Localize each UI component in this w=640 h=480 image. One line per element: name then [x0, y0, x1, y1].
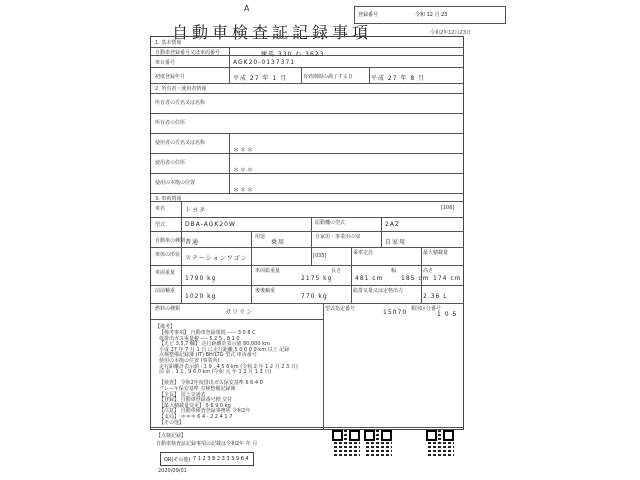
fuel-value: ガソリン: [225, 309, 254, 316]
front-axle-label: 前前軸重: [155, 288, 176, 294]
first-reg-label: 初度登録年月: [155, 74, 186, 80]
category-label: 類別区分番号: [411, 306, 442, 312]
engine-label: 原動機の型式: [315, 220, 346, 226]
fuel-label: 燃料の種類: [155, 306, 181, 312]
rule: [351, 247, 352, 303]
maker-code: [106]: [441, 205, 455, 211]
remarks-line: ブレーキ保安基準 点検整備記録簿: [159, 386, 236, 392]
remarks-title: 【備考】: [155, 324, 176, 330]
remarks-line: 【支局】 ＊＊＊ 6 4 - 2 2 4 1 7: [159, 414, 233, 420]
qr-code-icon: [426, 430, 454, 458]
remarks-line: 【その他】: [159, 419, 185, 426]
issued-date: 令和2年12月23日: [430, 30, 471, 36]
qr-code-icon: [332, 430, 360, 458]
width-value: 185 cm: [401, 275, 430, 282]
rule: [229, 67, 230, 83]
remarks-line: 走行距離計表示値 : 1 9 , 4 5 6 km (令和 2 年 1 2 月 2 3 日): [159, 363, 298, 370]
first-reg-value: 平成 27 年 1 月: [233, 75, 288, 82]
weight-label: 車両重量: [155, 270, 176, 276]
use-label: 用途: [255, 234, 266, 240]
gross-label: 車両総重量: [255, 268, 281, 274]
footer-date: 2020/09/01: [158, 468, 187, 474]
header-box-label: 登録番号: [358, 12, 379, 18]
rule: [151, 201, 463, 202]
rule: [151, 319, 323, 320]
use-value: 乗用: [271, 239, 286, 246]
body-code: [035]: [313, 253, 327, 259]
remarks-line: 【注意】 自動車検査登録事務所 令和2年: [159, 408, 251, 415]
type-label: 型式指定番号: [325, 306, 356, 312]
owner-addr-label: 所有者の住所: [155, 120, 186, 126]
user-addr-value: ＊＊＊: [233, 167, 255, 174]
rule: [151, 133, 463, 134]
qr-code-icon: [364, 430, 392, 458]
inspect-title: 【点検記録】: [156, 433, 187, 439]
chassis-label: 車台番号: [155, 60, 176, 66]
load-label: 最大積載量: [423, 250, 449, 256]
remarks-line: 前 前 : 1 1 , 9 6 0 km (令和 元 年 1 2 月 1 3 日): [159, 369, 272, 376]
rule: [151, 265, 463, 266]
rule: [151, 231, 463, 232]
rule: [151, 83, 463, 84]
remarks-line: 【検査】 令和2年度排出ガス保安基準 6 6 4 0: [159, 380, 263, 387]
purpose-value: 自家用: [385, 239, 407, 246]
width-label: 幅: [391, 268, 397, 274]
model-value: DBA-AGK20W: [185, 221, 236, 228]
front-axle-value: 1020 kg: [185, 293, 217, 300]
expiry-label: 有効期間の満了する日: [303, 74, 354, 80]
rule: [151, 113, 463, 114]
reg-no-value: 練馬 330 わ 3623: [261, 51, 325, 58]
base-label: 使用の本拠の位置: [155, 180, 196, 186]
rule: [151, 217, 463, 218]
rule: [369, 67, 370, 83]
header-box-value: 令和 12 月 23: [415, 12, 448, 18]
remarks-line: 点検整備記録簿 (IT) BH/LTG 型式 車両番号: [159, 352, 257, 359]
type-value: 15070: [383, 309, 408, 316]
rule: [151, 247, 463, 248]
rule: [301, 67, 302, 83]
user-name-value: ＊＊＊: [233, 147, 255, 154]
length-label: 長さ: [331, 268, 342, 274]
rule: [251, 231, 252, 303]
rule: [181, 201, 182, 303]
rule: [381, 217, 382, 247]
base-value: ＊＊＊: [233, 187, 255, 194]
owner-name-label: 所有者の氏名又は名称: [155, 100, 206, 106]
model-label: 型式: [155, 222, 166, 228]
rear-axle-value: 770 kg: [301, 293, 328, 300]
corner-mark: A: [244, 4, 250, 13]
remarks-line: 【全長】 国土交通省: [159, 391, 206, 398]
length-value: 481 cm: [355, 275, 384, 282]
rule: [151, 303, 463, 304]
displacement-label: 総排気量又は定格出力: [353, 288, 404, 294]
height-label: 高さ: [423, 268, 434, 274]
rule: [151, 285, 463, 286]
rule: [323, 303, 324, 429]
rule: [151, 153, 463, 154]
category-value: 1 0 5: [437, 311, 458, 318]
weight-value: 1790 kg: [185, 275, 217, 282]
rule: [229, 47, 230, 67]
section-car: 3. 車両情報: [155, 196, 182, 202]
height-value: 174 cm: [433, 275, 462, 282]
remarks-line: 平成 27 年 7 月 1 日 に走行距離 5 0 0 0 0 km 以上 記録: [159, 346, 290, 353]
footer-box: [160, 452, 254, 466]
header-box: [354, 6, 506, 24]
purpose-label: 自家用・事業用の別: [315, 234, 361, 240]
rule: [151, 427, 463, 428]
footer-value: 7 1 2 3 8 2 3 3 3 9 6 4: [193, 456, 249, 462]
rule: [151, 67, 463, 68]
maker-label: 車名: [155, 206, 166, 212]
remarks-line: 【最大積載量変更】 5 6 9 0 kg: [159, 402, 231, 409]
document-title: 自動車検査証記録事項: [172, 23, 373, 42]
section-basic: 1. 基本情報: [155, 40, 182, 46]
user-name-label: 使用者の氏名又は名称: [155, 140, 206, 146]
section-owner: 2. 所有者・使用者情報: [155, 86, 207, 92]
engine-value: 2AZ: [385, 221, 401, 228]
maker-value: トヨタ: [185, 207, 207, 214]
gross-value: 2175 kg: [301, 275, 333, 282]
rule: [151, 93, 463, 94]
rule: [151, 173, 463, 174]
rule: [151, 47, 463, 48]
rule: [311, 217, 312, 265]
rule: [151, 193, 463, 194]
remarks-line: 低排出ガス重量税 ---- 5 2 5 , 8 1 0: [159, 335, 240, 342]
inspect-line: 自動車検査証記録事項の記載は令和2年 年 月: [156, 441, 258, 447]
capacity-label: 乗車定員: [353, 250, 374, 256]
remarks-line: 【備考事項】 自動車登録規則 ----- 3 0 8 C: [159, 330, 256, 336]
body-value: ステーションワゴン: [185, 255, 248, 262]
displacement-value: 2.36 L: [423, 293, 448, 300]
expiry-value: 平成 27 年 8 月: [371, 75, 426, 82]
class-label: 自動車の種別: [155, 238, 186, 244]
user-addr-label: 使用者の住所: [155, 160, 186, 166]
remarks-line: 【えど 3,5,7 欄】 走行距離計表示値 80,000 km: [159, 341, 270, 348]
remarks-line: 【登録】 自動車登録番号標 交付: [159, 397, 233, 404]
rule: [229, 133, 230, 193]
class-value: 普通: [185, 239, 200, 246]
chassis-value: AGK20-0137371: [233, 59, 296, 66]
body-label: 車体の形状: [155, 252, 181, 258]
reg-no-label: 自動車登録番号又は車両番号: [155, 50, 221, 56]
record-form: [150, 36, 464, 430]
footer-label: QR(その他): [164, 457, 191, 463]
rear-axle-label: 後後軸重: [255, 288, 276, 294]
remarks-line: 使用の本拠の位置 (事業所): [159, 358, 220, 364]
